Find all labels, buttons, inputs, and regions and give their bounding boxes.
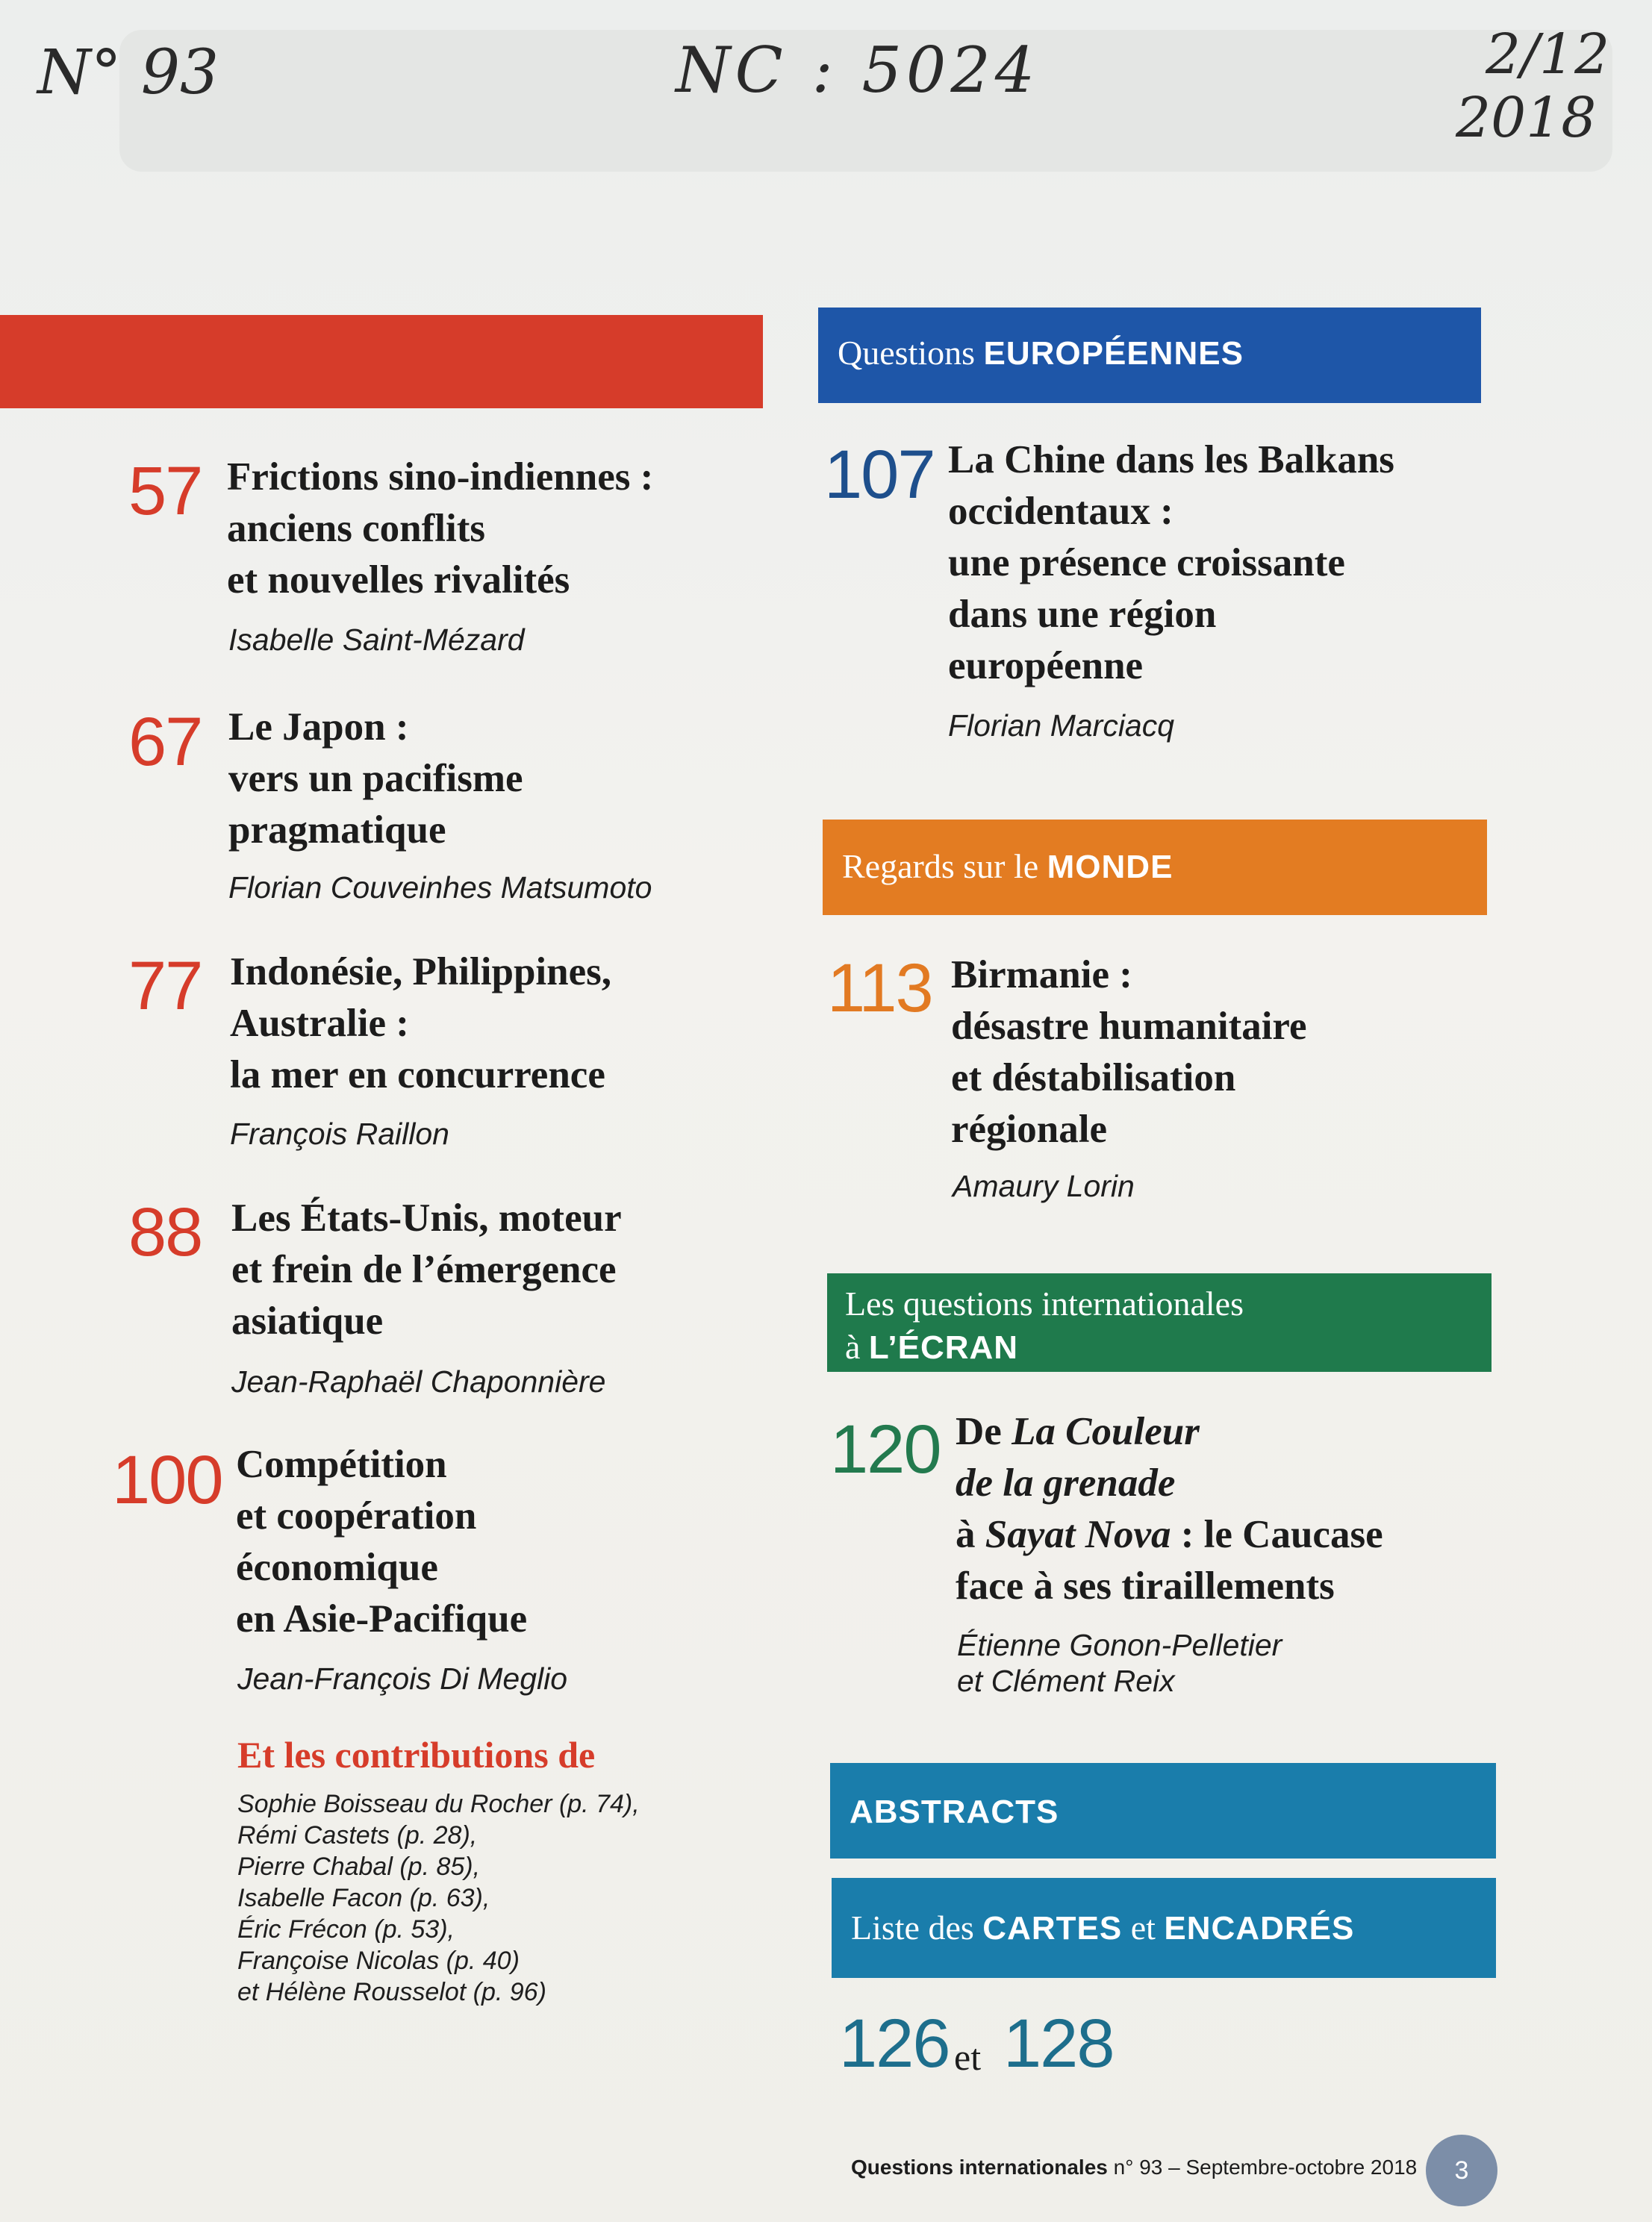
- page-number: 67: [128, 704, 202, 780]
- entry-author: Isabelle Saint-Mézard: [228, 622, 525, 657]
- entry-author: François Raillon: [230, 1117, 449, 1151]
- contributor-line: Éric Frécon (p. 53),: [237, 1915, 455, 1944]
- handwritten-year-note: 2018: [1456, 86, 1597, 150]
- entry-author: Florian Couveinhes Matsumoto: [228, 870, 652, 905]
- entry-title: Les États-Unis, moteur et frein de l’émergence asiatique: [231, 1196, 622, 1343]
- section-label-cartes: Liste des CARTES et ENCADRÉS: [851, 1909, 1355, 1947]
- contributor-line: Pierre Chabal (p. 85),: [237, 1853, 481, 1881]
- section-label-abstracts: ABSTRACTS: [850, 1794, 1059, 1830]
- entry-title: De La Couleur de la grenade à Sayat Nova : le Caucase face à ses tiraillements: [956, 1410, 1383, 1608]
- page-number: 107: [824, 437, 935, 513]
- entry-author: Jean-Raphaël Chaponnière: [231, 1364, 606, 1399]
- page-number: 113: [827, 950, 932, 1026]
- handwritten-date-note: 2/12: [1486, 22, 1610, 87]
- contributor-line: Françoise Nicolas (p. 40): [237, 1947, 520, 1975]
- entry-title: Le Japon : vers un pacifisme pragmatique: [228, 705, 523, 852]
- contributor-line: Rémi Castets (p. 28),: [237, 1821, 478, 1850]
- entry-title: Compétition et coopération économique en Asie-Pacifique: [236, 1443, 528, 1641]
- footer-citation: Questions internationales n° 93 – Septembre-octobre 2018: [851, 2156, 1418, 2179]
- entry-title: Indonésie, Philippines, Australie : la mer en concurrence: [230, 950, 612, 1096]
- section-label-ecran: Les questions internationales à L’ÉCRAN: [845, 1285, 1244, 1366]
- contributor-line: Isabelle Facon (p. 63),: [237, 1884, 490, 1912]
- handwritten-code-note: NC : 5024: [676, 34, 1040, 107]
- entry-title: Frictions sino-indiennes : anciens conflits et nouvelles rivalités: [227, 455, 654, 602]
- page-number-first: 126: [839, 2006, 950, 2082]
- entry-author: Jean-François Di Meglio: [237, 1661, 568, 1696]
- page-number: 100: [112, 1442, 222, 1518]
- contributions-heading: Et les contributions de: [237, 1734, 596, 1776]
- entry-title: La Chine dans les Balkans occidentaux : une présence croissante dans une région européenne: [948, 438, 1394, 687]
- page-number-second: 128: [1003, 2006, 1114, 2082]
- page-number: 88: [128, 1194, 202, 1270]
- handwritten-issue-note: N° 93: [37, 37, 219, 108]
- entry-author: Amaury Lorin: [953, 1169, 1135, 1203]
- pages-connector: et: [954, 2036, 982, 2078]
- dossier-red-bar: [0, 315, 763, 408]
- section-label-europe: Questions EUROPÉENNES: [838, 334, 1244, 372]
- contributor-line: Sophie Boisseau du Rocher (p. 74),: [237, 1790, 640, 1818]
- contributor-line: et Hélène Rousselot (p. 96): [237, 1978, 546, 2006]
- entry-title: Birmanie : désastre humanitaire et déstabilisation régionale: [951, 953, 1307, 1151]
- page-number: 120: [830, 1411, 941, 1488]
- page-number: 77: [128, 948, 202, 1024]
- section-label-monde: Regards sur le MONDE: [842, 847, 1173, 885]
- page-number-badge: 3: [1426, 2135, 1497, 2206]
- page-number: 57: [128, 453, 202, 529]
- entry-author: Étienne Gonon-Pelletier et Clément Reix: [957, 1628, 1282, 1698]
- entry-author: Florian Marciacq: [948, 708, 1175, 743]
